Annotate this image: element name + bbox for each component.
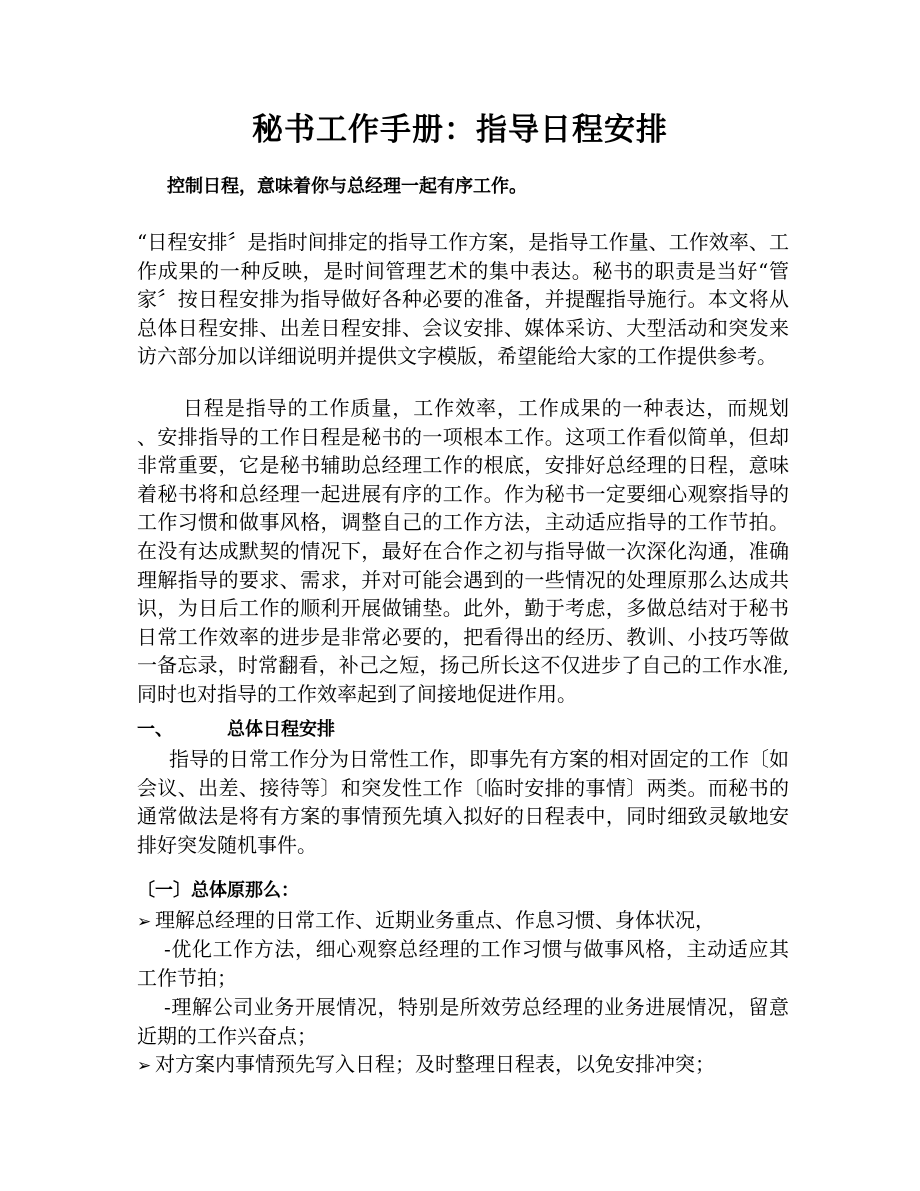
body-paragraph: 日程是指导的工作质量，工作效率，工作成果的一种表达，而规划 、安排指导的工作日程是秘书的一项根本工作。这项工作看似简单，但却非常重要，它是秘书辅助总经理工作的根底，安排好总经理的日程，意味着秘书将和总经理一起进展有序的工作。作为秘书一定要细心观察指导的工作习惯和做事风格，调整自己的工作方法，主动适应指导的工作节拍。在没有达成默契的情况下，最好在合作之初与指导做一次深化沟通，准确理解指导的要求、需求，并对可能会遇到的一些情况的处理原那么达成共识，为日后工作的顺利开展做铺垫。此外，勤于考虑，多做总结对于秘书日常工作效率的进步是非常必要的，把看得出的经历、教训、小技巧等做一备忘录，时常翻看，补己之短，扬己所长这不仅进步了自己的工作水准,同时也对指导的工作效率起到了间接地促进作用。	[137, 396, 789, 706]
section-heading	[137, 716, 335, 744]
section-title: 总体日程安排	[227, 719, 335, 740]
sub-item: -优化工作方法，细心观察总经理的工作习惯与做事风格，主动适应其工作节拍；	[137, 937, 789, 990]
page-title: 秘书工作手册：指导日程安排	[252, 112, 668, 148]
page-subtitle: 控制日程，意味着你与总经理一起有序工作。	[167, 176, 527, 197]
sub-item: -理解公司业务开展情况，特别是所效劳总经理的业务进展情况，留意近期的工作兴奋点；	[137, 995, 789, 1048]
section-number: 一、	[137, 719, 173, 740]
arrow-bullet-icon: ➢	[137, 1056, 152, 1076]
section-paragraph: 指导的日常工作分为日常性工作，即事先有方案的相对固定的工作〔如会议、出差、接待等〕和突发性工作〔临时安排的事情〕两类。而秘书的通常做法是将有方案的事情预先填入拟好的日程表中，同时细致灵敏地安排好突发随机事件。	[137, 747, 789, 857]
intro-paragraph: “日程安排〞是指时间排定的指导工作方案，是指导工作量、工作效率、工作成果的一种反映，是时间管理艺术的集中表达。秘书的职责是当好“管家〞按日程安排为指导做好各种必要的准备，并提醒指导施行。本文将从总体日程安排、出差日程安排、会议安排、媒体采访、大型活动和突发来访六部分加以详细说明并提供文字模版，希望能给大家的工作提供参考。	[137, 230, 789, 369]
bullet-text: 理解总经理的日常工作、近期业务重点、作息习惯、身体状况，	[155, 908, 715, 932]
bullet-item	[137, 1050, 789, 1081]
bullet-text: 对方案内事情预先写入日程；及时整理日程表，以免安排冲突；	[155, 1052, 715, 1076]
bullet-item	[137, 906, 789, 937]
subsection-heading: 〔一〕总体原那么：	[137, 880, 299, 901]
arrow-bullet-icon: ➢	[137, 912, 152, 932]
